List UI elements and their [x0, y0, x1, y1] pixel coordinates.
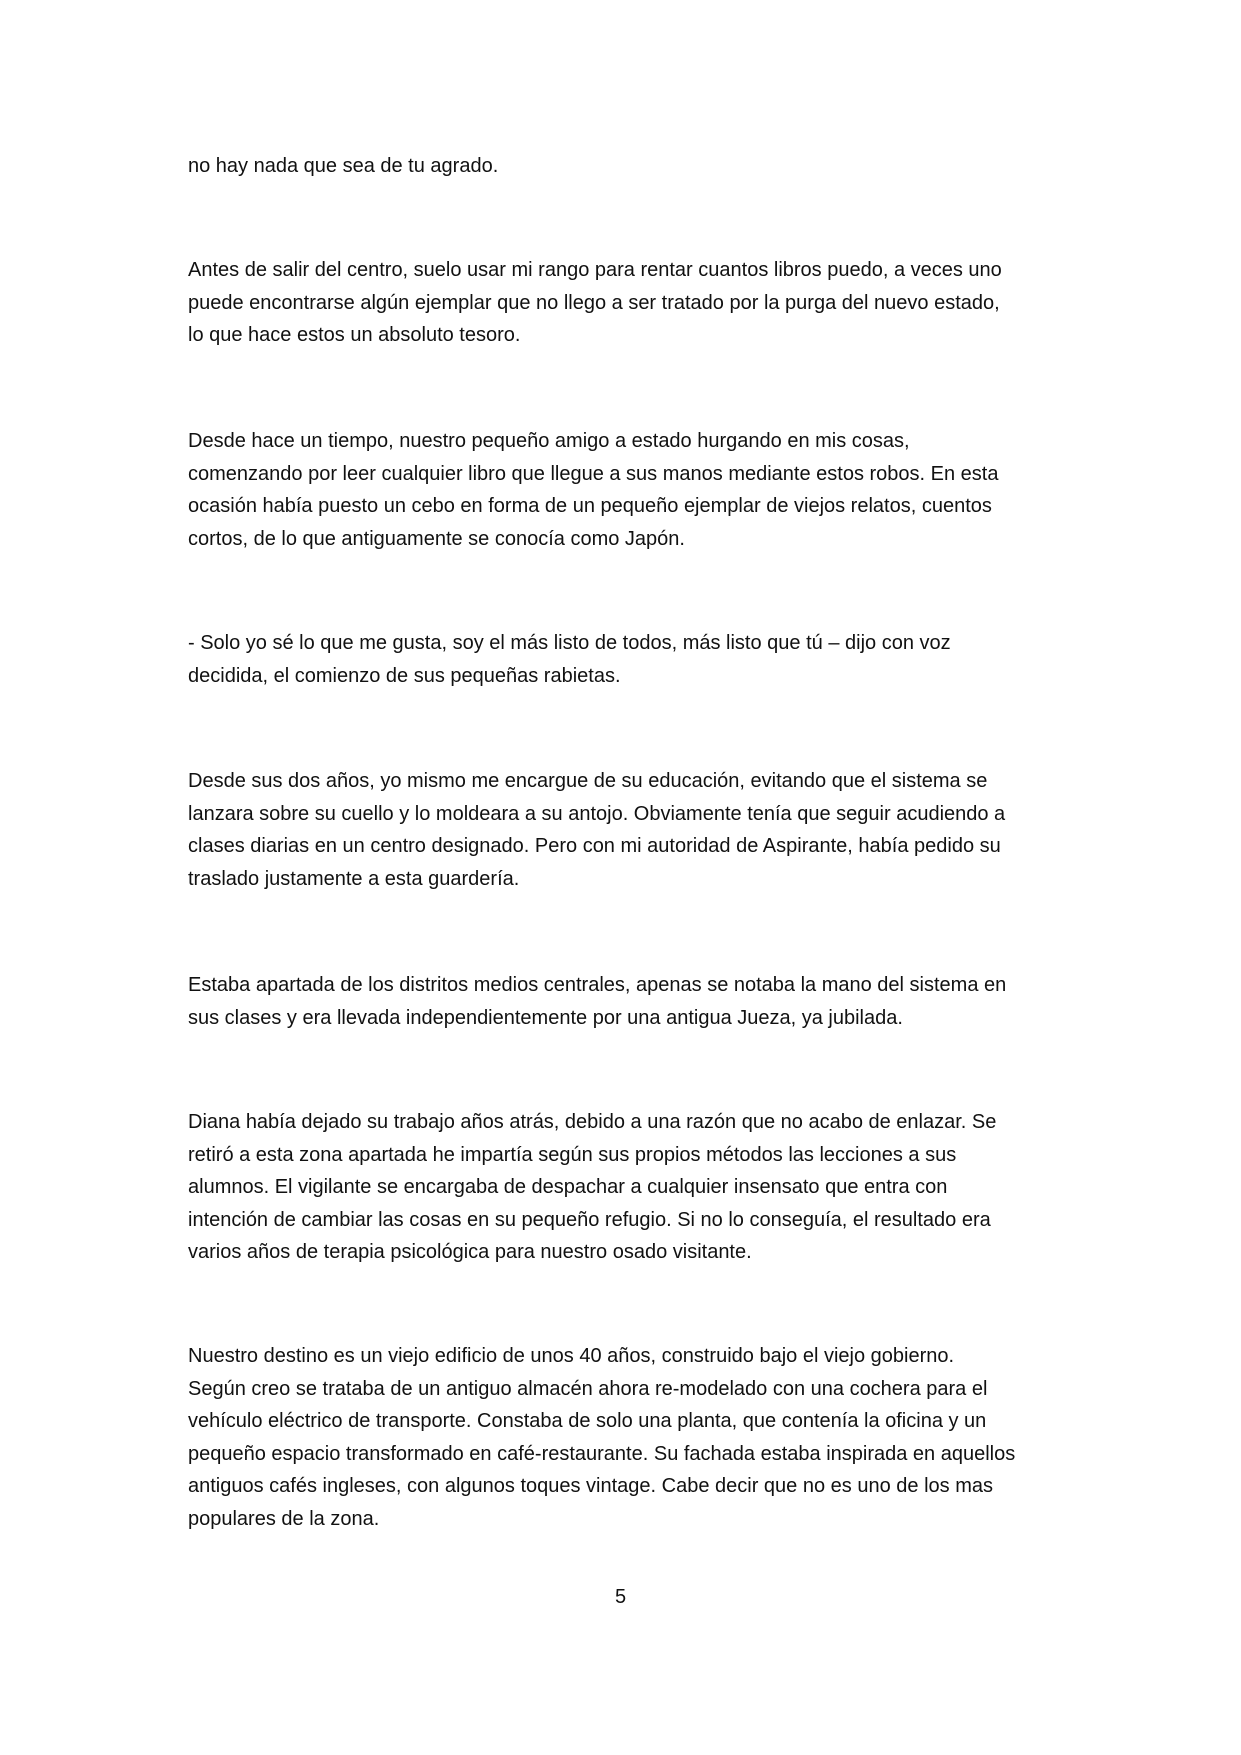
text-line: Diana había dejado su trabajo años atrás, debido a una razón que no acabo de enlazar. Se — [188, 1111, 997, 1133]
paragraph-4 — [188, 627, 1058, 692]
paragraph-8 — [188, 1340, 1058, 1535]
text-line: sus clases y era llevada independientemente por una antigua Jueza, ya jubilada. — [188, 1006, 903, 1029]
text-line: lanzara sobre su cuello y lo moldeara a su antojo. Obviamente tenía que seguir acudiendo a — [188, 802, 1006, 825]
text-line: Desde sus dos años, yo mismo me encargue de su educación, evitando que el sistema se — [188, 770, 988, 792]
text-line: decidida, el comienzo de sus pequeñas rabietas. — [188, 664, 621, 687]
text-line: clases diarias en un centro designado. Pero con mi autoridad de Aspirante, había pedido su — [188, 835, 1001, 857]
text-line: pequeño espacio transformado en café-restaurante. Su fachada estaba inspirada en aquellos — [188, 1442, 1016, 1465]
text-line: vehículo eléctrico de transporte. Constaba de solo una planta, que contenía la oficina y un — [188, 1410, 987, 1432]
text-line: retiró a esta zona apartada he impartía según sus propios métodos las lecciones a sus — [188, 1143, 957, 1166]
paragraph-1 — [188, 150, 1058, 183]
text-line: antiguos cafés ingleses, con algunos toques vintage. Cabe decir que no es uno de los mas — [188, 1475, 993, 1497]
text-line: Según creo se trataba de un antiguo almacén ahora re-modelado con una cochera para el — [188, 1377, 988, 1400]
paragraph-6 — [188, 969, 1058, 1034]
text-line: Nuestro destino es un viejo edificio de unos 40 años, construido bajo el viejo gobierno. — [188, 1345, 955, 1367]
paragraph-7 — [188, 1106, 1058, 1269]
text-line: varios años de terapia psicológica para nuestro osado visitante. — [188, 1241, 752, 1263]
page-number: 5 — [614, 1586, 627, 1608]
text-line: populares de la zona. — [188, 1507, 380, 1530]
text-line: cortos, de lo que antiguamente se conocía como Japón. — [188, 527, 685, 550]
text-line: no hay nada que sea de tu agrado. — [188, 155, 499, 177]
text-line: traslado justamente a esta guardería. — [188, 867, 520, 890]
text-line: intención de cambiar las cosas en su pequeño refugio. Si no lo conseguía, el resultado era — [188, 1208, 991, 1231]
text-line: ocasión había puesto un cebo en forma de un pequeño ejemplar de viejos relatos, cuentos — [188, 495, 992, 517]
text-line: comenzando por leer cualquier libro que llegue a sus manos mediante estos robos. En esta — [188, 462, 999, 485]
paragraph-2 — [188, 254, 1058, 352]
text-line: - Solo yo sé lo que me gusta, soy el más listo de todos, más listo que tú – dijo con voz — [188, 632, 951, 654]
text-line: Estaba apartada de los distritos medios centrales, apenas se notaba la mano del sistema en — [188, 974, 1007, 996]
text-line: puede encontrarse algún ejemplar que no llego a ser tratado por la purga del nuevo estado, — [188, 291, 1000, 314]
text-line: lo que hace estos un absoluto tesoro. — [188, 324, 521, 346]
text-line: alumnos. El vigilante se encargaba de despachar a cualquier insensato que entra con — [188, 1176, 948, 1198]
text-line: Desde hace un tiempo, nuestro pequeño amigo a estado hurgando en mis cosas, — [188, 430, 910, 452]
text-line: Antes de salir del centro, suelo usar mi rango para rentar cuantos libros puedo, a veces uno — [188, 259, 1002, 281]
paragraph-3 — [188, 425, 1058, 555]
paragraph-5 — [188, 765, 1058, 895]
